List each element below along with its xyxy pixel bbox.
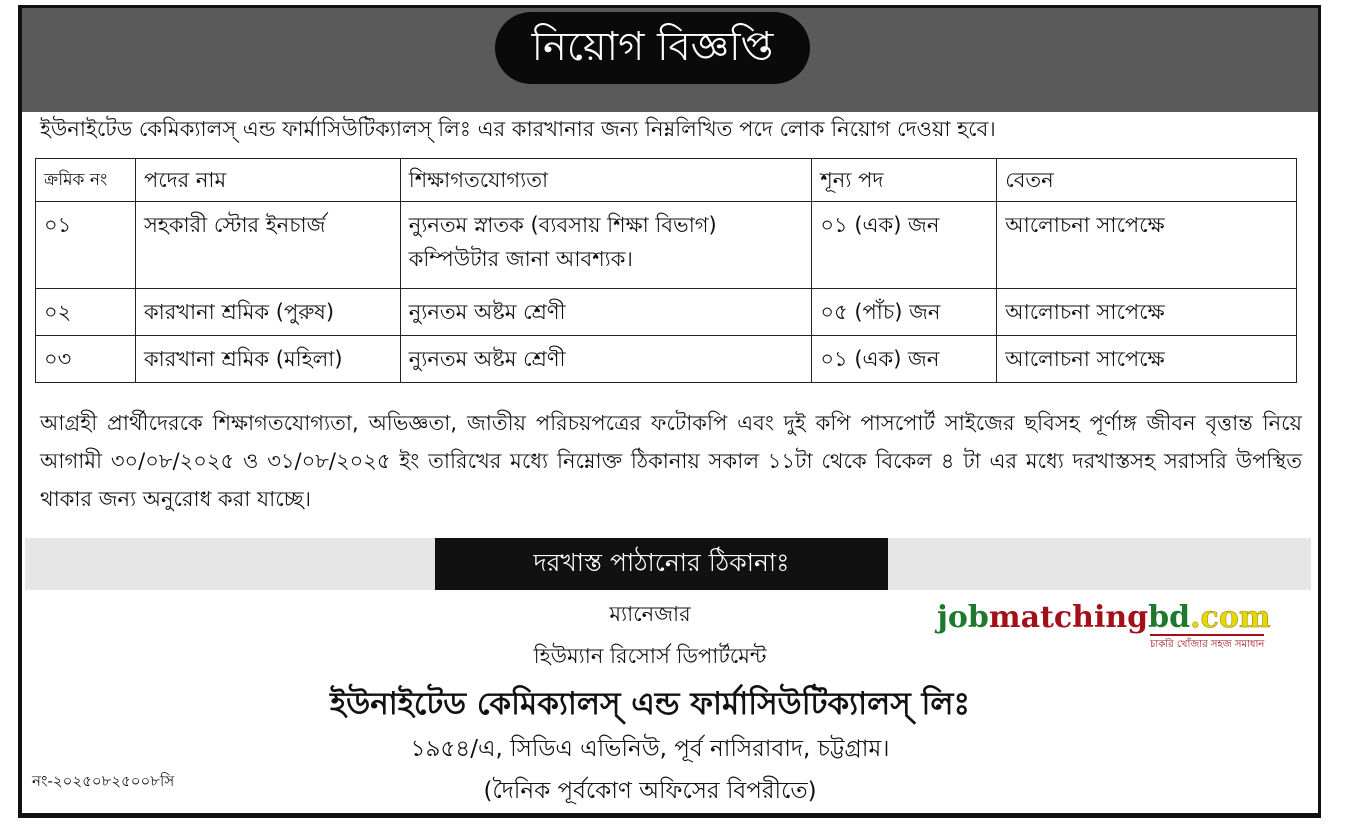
cell-vacancy: ০৫ (পাঁচ) জন	[812, 289, 997, 336]
page-title: নিয়োগ বিজ্ঞপ্তি	[495, 12, 810, 84]
table-row	[36, 336, 1297, 383]
reference-number: নং-২০২৫০৮২৫০০৮সি	[32, 772, 175, 790]
logo-com: .com	[1190, 600, 1271, 635]
address-designation: ম্যানেজার	[609, 602, 691, 626]
table-row	[36, 202, 1297, 289]
logo-job: job	[937, 600, 989, 635]
cell-post: কারখানা শ্রমিক (পুরুষ)	[135, 289, 400, 336]
cell-serial: ০২	[36, 289, 136, 336]
cell-salary: আলোচনা সাপেক্ষে	[997, 202, 1297, 289]
header-serial: ক্রমিক নং	[36, 159, 136, 202]
cell-serial: ০৩	[36, 336, 136, 383]
address-landmark: (দৈনিক পূর্বকোণ অফিসের বিপরীতে)	[483, 778, 817, 804]
address-department: হিউম্যান রিসোর্স ডিপার্টমেন্ট	[533, 644, 767, 668]
cell-vacancy: ০১ (এক) জন	[812, 202, 997, 289]
header-education: শিক্ষাগতযোগ্যতা	[400, 159, 812, 202]
watermark-logo	[937, 600, 1271, 635]
header-salary: বেতন	[997, 159, 1297, 202]
address-company: ইউনাইটেড কেমিক্যালস্ এন্ড ফার্মাসিউটিক্যালস্ লিঃ	[330, 686, 970, 722]
cell-post: সহকারী স্টোর ইনচার্জ	[135, 202, 400, 289]
logo-tagline: চাকরি খোঁজার সহজ সমাধান	[1150, 634, 1264, 654]
vacancy-table	[35, 158, 1297, 383]
cell-serial: ০১	[36, 202, 136, 289]
cell-education: ন্যুনতম অষ্টম শ্রেণী	[400, 336, 812, 383]
logo-matching: matching	[988, 600, 1149, 635]
cell-vacancy: ০১ (এক) জন	[812, 336, 997, 383]
cell-salary: আলোচনা সাপেক্ষে	[997, 289, 1297, 336]
address-heading: দরখাস্ত পাঠানোর ঠিকানাঃ	[435, 538, 888, 590]
header-vacancy: শূন্য পদ	[812, 159, 997, 202]
cell-post: কারখানা শ্রমিক (মহিলা)	[135, 336, 400, 383]
cell-education: ন্যুনতম অষ্টম শ্রেণী	[400, 289, 812, 336]
cell-salary: আলোচনা সাপেক্ষে	[997, 336, 1297, 383]
intro-text: ইউনাইটেড কেমিক্যালস্ এন্ড ফার্মাসিউটিক্যালস্ লিঃ এর কারখানার জন্য নিম্নলিখিত পদে লোক নিয়োগ দেওয়া হবে।	[40, 117, 996, 141]
header-post: পদের নাম	[135, 159, 400, 202]
table-row	[36, 289, 1297, 336]
logo-bd: bd	[1148, 600, 1191, 635]
address-street: ১৯৫৪/এ, সিডিএ এভিনিউ, পূর্ব নাসিরাবাদ, চট্টগ্রাম।	[410, 736, 890, 762]
instructions-text: আগ্রহী প্রার্থীদেরকে শিক্ষাগতযোগ্যতা, অভিজ্ঞতা, জাতীয় পরিচয়পত্রের ফটোকপি এবং দুই কপি পাসপোর্ট সাইজের ছবিসহ পূর্ণাঙ্গ জীবন বৃত্তান্ত নিয়ে আগামী ৩০/০৮/২০২৫ ও ৩১/০৮/২০২৫ ইং তারিখের মধ্যে নিম্নোক্ত ঠিকানায় সকাল ১১টা থেকে বিকেল ৪ টা এর মধ্যে দরখাস্তসহ সরাসরি উপস্থিত থাকার জন্য অনুরোধ করা যাচ্ছে।	[40, 411, 1302, 511]
cell-education: ন্যুনতম স্নাতক (ব্যবসায় শিক্ষা বিভাগ) কম্পিউটার জানা আবশ্যক।	[400, 202, 812, 289]
table-header-row	[36, 159, 1297, 202]
